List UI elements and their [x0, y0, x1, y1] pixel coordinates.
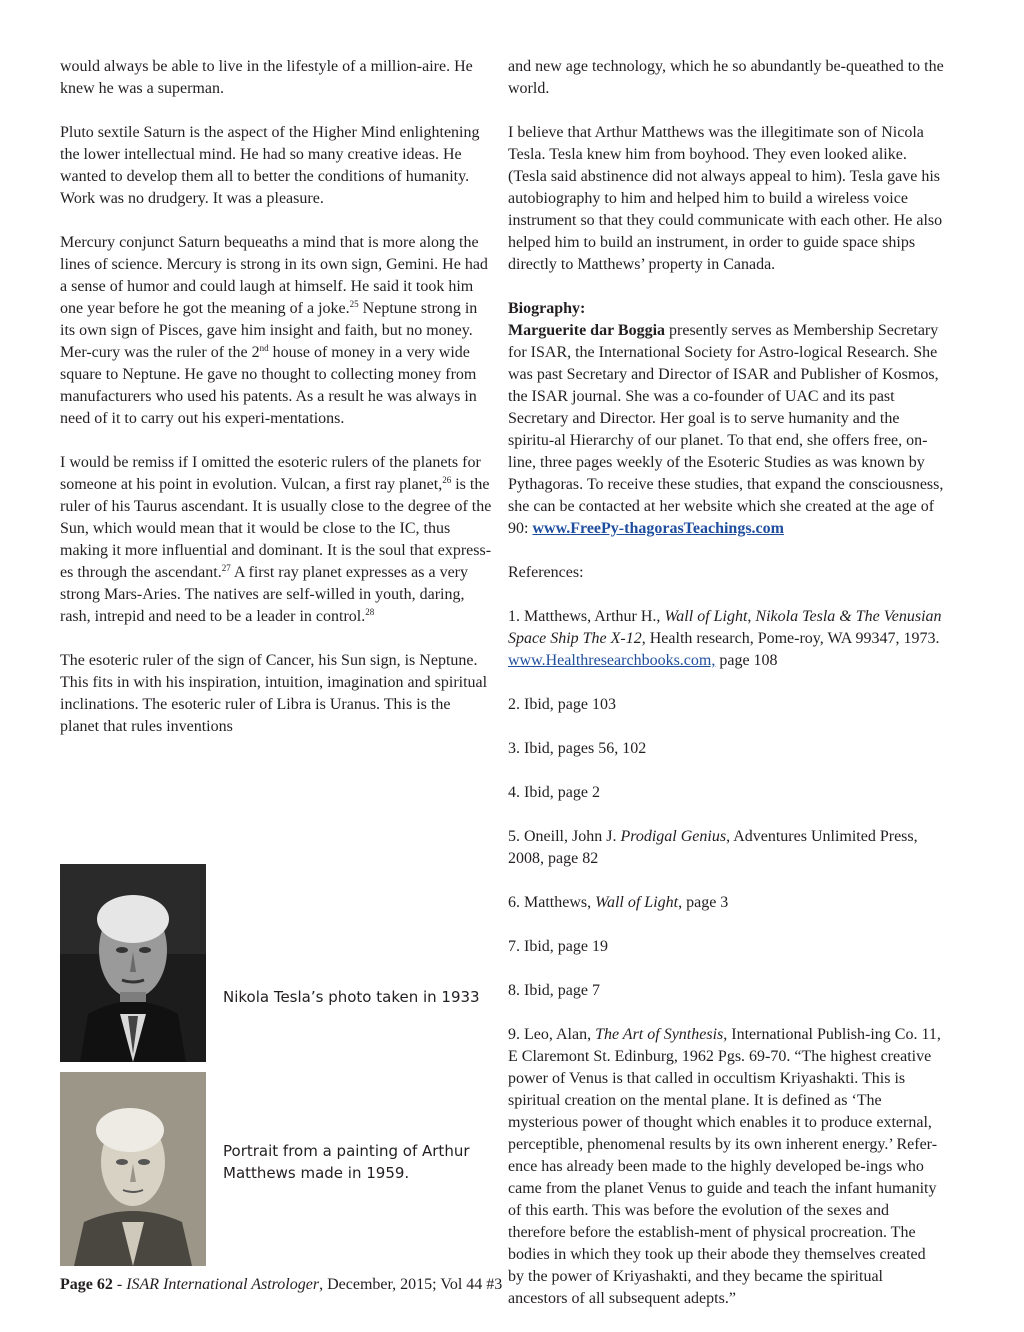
book-title: Prodigal Genius — [620, 828, 727, 845]
reference-item: 2. Ibid, page 103 — [508, 696, 616, 713]
matthews-portrait — [60, 1072, 206, 1266]
text-run: , — [747, 608, 756, 625]
book-title: Wall of Light — [664, 608, 748, 625]
text-run: Neptune strong in its own sign of Pisces, gave him insight and faith, but no money. Mer-cury was the ruler of the 2 — [60, 300, 478, 361]
tesla-photo — [60, 864, 206, 1062]
left-paragraph-5: The esoteric ruler of the sign of Cancer, his Sun sign, is Neptune. This fits in with his inspiration, intuition, imagination and spiritual inclinations. The esoteric ruler of Libra is Uranus. This is the planet that rules inventions — [60, 652, 488, 735]
book-title: Wall of Light — [595, 894, 679, 911]
text-run: , page 3 — [678, 894, 729, 911]
right-paragraph-2: I believe that Arthur Matthews was the illegitimate son of Nicola Tesla. Tesla knew him from boyhood. They even looked alike. (Tesla said abstinence did not always appeal to him). Tesla gave his autobiography to him and helped him to build a wireless voice instrument so that they could communicate with each other. He also helped him to build an instrument, in order to guide space ships directly to Matthews’ property in Canada. — [508, 124, 943, 273]
left-paragraph-3 — [60, 232, 492, 430]
text-run: A first ray planet expresses as a very strong Mars-Aries. The natives are self-willed in youth, daring, rash, intrepid and need to be a leader in control. — [60, 564, 468, 625]
ordinal-suffix: nd — [259, 343, 269, 353]
text-run: 9. Leo, Alan, — [508, 1026, 596, 1043]
text-run: 5. Oneill, John J. — [508, 828, 621, 845]
reference-item: 7. Ibid, page 19 — [508, 938, 608, 955]
issue-info: , December, 2015; Vol 44 #3 — [319, 1276, 503, 1293]
reference-item — [508, 892, 944, 914]
biography-text: presently serves as Membership Secretary for ISAR, the International Society for Astro-logical Research. She was past Secretary and Director of ISAR and Publisher of Kosmos, the ISAR journal. She was a co-founder of UAC and its past Secretary and Director. Her goal is to serve humanity and the spiritu-al Hierarchy of our planet. To that end, she offers free, on-line, three pages weekly of the Esoteric Studies as was known by Pythagoras. To receive these studies, that expand the consciousness, she can be contacted at her website which she created at the age of 90: — [508, 322, 944, 537]
text-run: , Adventures Unlimited Press, 2008, page 82 — [508, 828, 918, 867]
text-run: page 108 — [715, 652, 778, 669]
footnote-marker: 27 — [221, 563, 231, 573]
book-title: The Art of Synthesis — [595, 1026, 724, 1043]
footnote-marker: 28 — [365, 607, 375, 617]
text-run: I would be remiss if I omitted the esoteric rulers of the planets for someone at his point in evolution. Vulcan, a first ray planet, — [60, 454, 481, 493]
left-column — [60, 56, 492, 760]
reference-item — [508, 606, 944, 672]
footnote-marker: 26 — [442, 475, 452, 485]
reference-item: 8. Ibid, page 7 — [508, 982, 600, 999]
references-heading: References: — [508, 564, 584, 581]
right-column — [508, 56, 944, 1332]
author-name: Marguerite dar Boggia — [508, 322, 666, 339]
page-footer — [60, 1274, 502, 1296]
photo-caption-1: Nikola Tesla’s photo taken in 1933 — [223, 988, 480, 1006]
left-paragraph-1: would always be able to live in the lifestyle of a million-aire. He knew he was a superman. — [60, 58, 473, 97]
reference-item — [508, 826, 944, 870]
biography-heading: Biography: — [508, 300, 586, 317]
publication-title: ISAR International Astrologer — [126, 1276, 320, 1293]
biography-section — [508, 298, 944, 540]
book-title: Nikola Tesla & The Venusian Space Ship The X-12 — [508, 608, 942, 647]
author-website-link[interactable]: www.FreePy-thagorasTeachings.com — [532, 520, 784, 537]
photo-caption-2: Portrait from a painting of Arthur Matthews made in 1959. — [223, 1142, 470, 1182]
right-paragraph-1: and new age technology, which he so abundantly be-queathed to the world. — [508, 58, 944, 97]
text-run: , International Publish-ing Co. 11, E Claremont St. Edinburg, 1962 Pgs. 69-70. “The highest creative power of Venus is that called in occultism Kriyashakti. This is spiritual creation on the mental plane. It is defined as ‘The mysterious power of thought which enables it to produce external, perceptible, phenomenal results by its own inherent energy.’ Refer-ence has already been made to the highly developed be-ings who came from the planet Venus to guide and teach the infant humanity of this earth. This was before the evolution of the sexes and therefore before the establish-ment of physical procreation. The bodies in which they took up their abode they themselves created by the power of Kriyashakti, and they became the spiritual ancestors of all subsequent adepts.” — [508, 1026, 941, 1307]
left-paragraph-2: Pluto sextile Saturn is the aspect of the Higher Mind enlightening the lower intellectual mind. He had so many creative ideas. He wanted to develop them all to better the conditions of humanity. Work was no drudgery. It was a pleasure. — [60, 124, 480, 207]
tesla-photo-image — [60, 864, 206, 1062]
text-run: Mercury conjunct Saturn bequeaths a mind that is more along the lines of science. Mercury is strong in its own sign, Gemini. He had a sense of humor and could laugh at himself. He said it took him one year before he got the meaning of a joke. — [60, 234, 488, 317]
reference-item: 4. Ibid, page 2 — [508, 784, 600, 801]
matthews-portrait-image — [60, 1072, 206, 1266]
reference-item — [508, 1024, 944, 1310]
text-run: is the ruler of his Taurus ascendant. It is usually close to the degree of the Sun, which would mean that it would be close to the IC, thus making it more influential and dominant. It is the soul that express-es through the ascendant. — [60, 476, 492, 581]
text-run: 1. Matthews, Arthur H., — [508, 608, 665, 625]
text-run: , Health research, Pome-roy, WA 99347, 1973. — [641, 630, 940, 647]
references-section — [508, 562, 944, 1310]
footnote-marker: 25 — [349, 299, 359, 309]
footer-separator: - — [112, 1276, 127, 1293]
text-run: 6. Matthews, — [508, 894, 596, 911]
page-number: Page 62 — [60, 1276, 113, 1293]
left-paragraph-4 — [60, 452, 492, 628]
text-run: house of money in a very wide square to Neptune. He gave no thought to collecting money from manufacturers who used his patents. As a result he was always in need of it to carry out his experi-mentations. — [60, 344, 477, 427]
health-research-link[interactable]: www.Healthresearchbooks.com, — [508, 652, 716, 669]
reference-item: 3. Ibid, pages 56, 102 — [508, 740, 647, 757]
